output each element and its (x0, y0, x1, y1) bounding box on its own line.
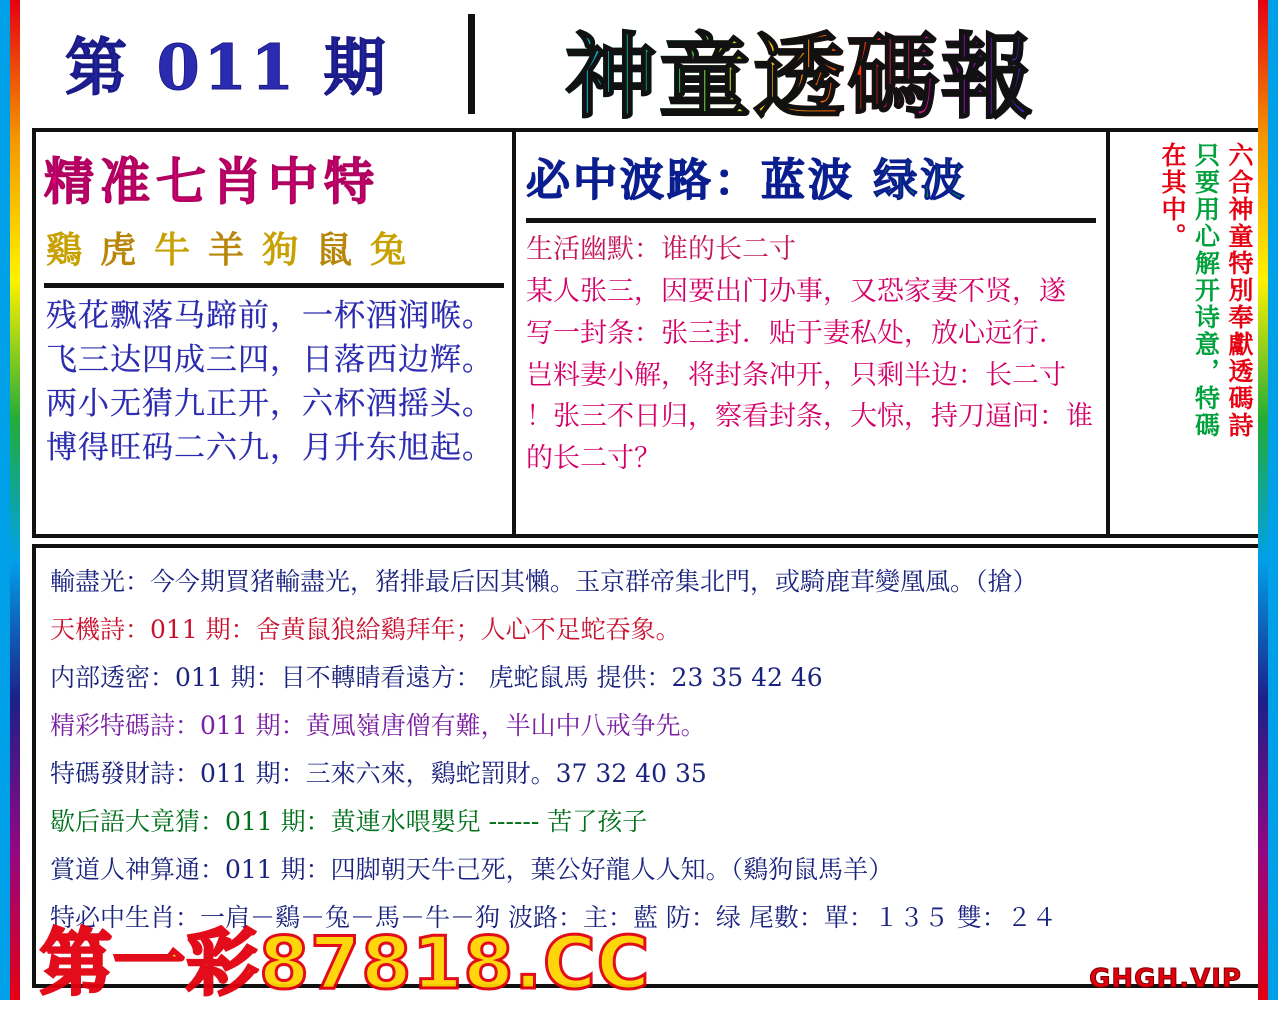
wave-route-heading (526, 144, 1106, 208)
watermark-main: 第一彩87818.CC (40, 921, 651, 1005)
page-header (20, 0, 1258, 131)
vertical-note-line: 只要用心解开诗意，特碼 (1191, 142, 1221, 439)
info-row: 特碼發財詩：011 期：三來六來，鷄蛇罰財。37 32 40 35 (50, 759, 707, 788)
vertical-note-line: 六合神童特別奉獻透碼詩 (1225, 142, 1254, 439)
header-divider (468, 14, 475, 114)
wave-route-prefix: 必中波路： (526, 155, 761, 206)
main-panels (32, 128, 1264, 538)
zodiac-item: 羊 (208, 229, 245, 271)
vertical-note-columns (1156, 142, 1257, 538)
story-line: 岂料妻小解，将封条冲开，只剩半边：长二寸 (526, 359, 1066, 391)
info-row: 歇后語大竟猜：011 期：黄連水喂嬰兒 ------ 苦了孩子 (50, 807, 648, 836)
poem-line: 残花飘落马蹄前，一杯酒润喉。 (46, 298, 494, 334)
wave-route-blue: 蓝波 (761, 155, 855, 206)
zodiac-item: 牛 (154, 229, 191, 271)
info-row: 賞道人神算通：011 期：四脚朝天牛己死，葉公好龍人人知。（鷄狗鼠馬羊） (50, 855, 894, 884)
panel-wave-route (516, 132, 1110, 534)
story-line: 写一封条：张三封．贴于妻私处，放心远行． (526, 317, 1066, 349)
humor-story (526, 229, 1096, 480)
zodiac-list (46, 222, 512, 273)
poem-block (46, 294, 506, 470)
zodiac-item: 鷄 (46, 229, 83, 271)
poem-line: 博得旺码二六九，月升东旭起。 (46, 430, 494, 467)
info-row: 特必中生肖：一肩－鷄－兔－馬－牛－狗 波路：主：藍 防：绿 尾數：單：１３５ 雙：２４ (50, 903, 1057, 932)
divider-rule (526, 218, 1096, 223)
page-title: 神童透碼報 (565, 4, 1035, 136)
seven-zodiac-heading: 精准七肖中特 (44, 152, 380, 211)
info-row: 天機詩：011 期：舍黄鼠狼給鷄拜年；人心不足蛇吞象。 (50, 615, 681, 644)
zodiac-item: 狗 (262, 229, 299, 271)
wave-route-green: 绿波 (873, 155, 968, 206)
page-inner (20, 0, 1258, 1005)
info-row: 輸盡光：今今期買猪輸盡光，猪排最后因其懶。玉京群帝集北門，或騎鹿茸變凰風。（搶） (50, 567, 1038, 596)
zodiac-item: 虎 (100, 229, 137, 271)
poem-line: 飞三达四成三四，日落西边辉。 (46, 342, 494, 379)
story-line: 某人张三，因要出门办事，又恐家妻不贤，遂 (526, 275, 1066, 307)
divider-rule (44, 283, 504, 288)
story-line: 的长二寸？ (526, 443, 661, 475)
info-row: 内部透密：011 期：目不轉睛看遠方： 虎蛇鼠馬 提供：23 35 42 46 (50, 663, 823, 692)
zodiac-item: 兔 (370, 229, 407, 271)
panel-seven-zodiac (36, 132, 516, 534)
issue-number: 第 011 期 (65, 31, 390, 104)
watermark-small: GHGH.VIP (1089, 964, 1242, 994)
info-row: 精彩特碼詩：011 期：黄風嶺唐僧有難，半山中八戒争先。 (50, 711, 706, 740)
vertical-note-line: 在其中。 (1158, 142, 1187, 250)
zodiac-item: 鼠 (316, 229, 353, 271)
story-line: ！张三不日归，察看封条，大惊，持刀逼问：谁 (526, 401, 1093, 433)
story-line: 生活幽默：谁的长二寸 (526, 234, 796, 265)
panel-vertical-note (1110, 132, 1260, 534)
poem-line: 两小无猜九正开，六杯酒摇头。 (46, 386, 494, 423)
